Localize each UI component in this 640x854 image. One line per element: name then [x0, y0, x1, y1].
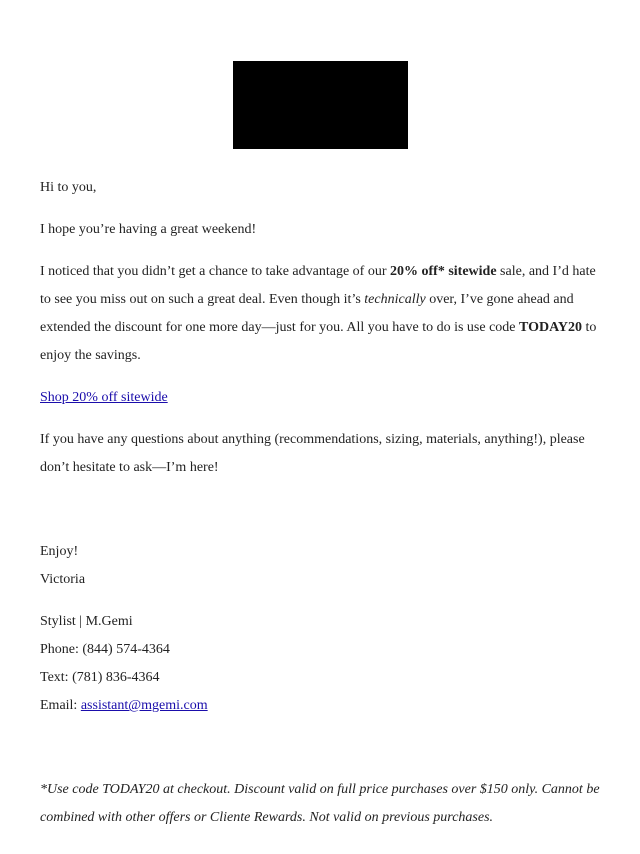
offer-text-1: I noticed that you didn’t get a chance to take advantage of our	[40, 264, 390, 279]
offer-emphasis: technically	[364, 292, 426, 307]
signature-block	[40, 608, 606, 720]
signoff: Enjoy!	[40, 544, 79, 559]
sender-title: Stylist | M.Gemi	[40, 614, 133, 629]
fineprint-disclaimer: *Use code TODAY20 at checkout. Discount valid on full price purchases over $150 only. Cannot be combined with other offers or Cliente Rewards. Not valid on previous purchases.	[40, 782, 600, 825]
greeting: Hi to you,	[40, 180, 97, 195]
email-body	[40, 174, 606, 846]
shop-sale-link[interactable]: Shop 20% off sitewide	[40, 390, 168, 405]
offer-text-2: sale, and I’d hate to see you miss out on such a great deal. Even though it’s	[40, 264, 596, 307]
offer-code: TODAY20	[519, 320, 583, 335]
cta-paragraph	[40, 384, 606, 412]
email-link[interactable]: assistant@mgemi.com	[80, 698, 208, 713]
offer-discount: 20% off* sitewide	[390, 264, 497, 279]
email-label: Email:	[40, 698, 81, 713]
logo-image-placeholder	[233, 61, 408, 149]
questions-paragraph: If you have any questions about anything (recommendations, sizing, materials, anything!), please don’t hesitate to ask—I’m here!	[40, 432, 585, 475]
sender-email-line	[40, 692, 606, 720]
spacer	[40, 734, 606, 776]
sender-phone: Phone: (844) 574-4364	[40, 642, 170, 657]
signoff-block	[40, 538, 606, 594]
sender-name: Victoria	[40, 572, 86, 587]
sender-text: Text: (781) 836-4364	[40, 670, 160, 685]
offer-text-4: to enjoy the savings.	[40, 320, 597, 363]
weekend-line: I hope you’re having a great weekend!	[40, 222, 257, 237]
offer-text-3: over, I’ve gone ahead and extended the discount for one more day—just for you. All you have to do is use code	[40, 292, 574, 335]
spacer	[40, 496, 606, 538]
offer-paragraph	[40, 258, 606, 370]
